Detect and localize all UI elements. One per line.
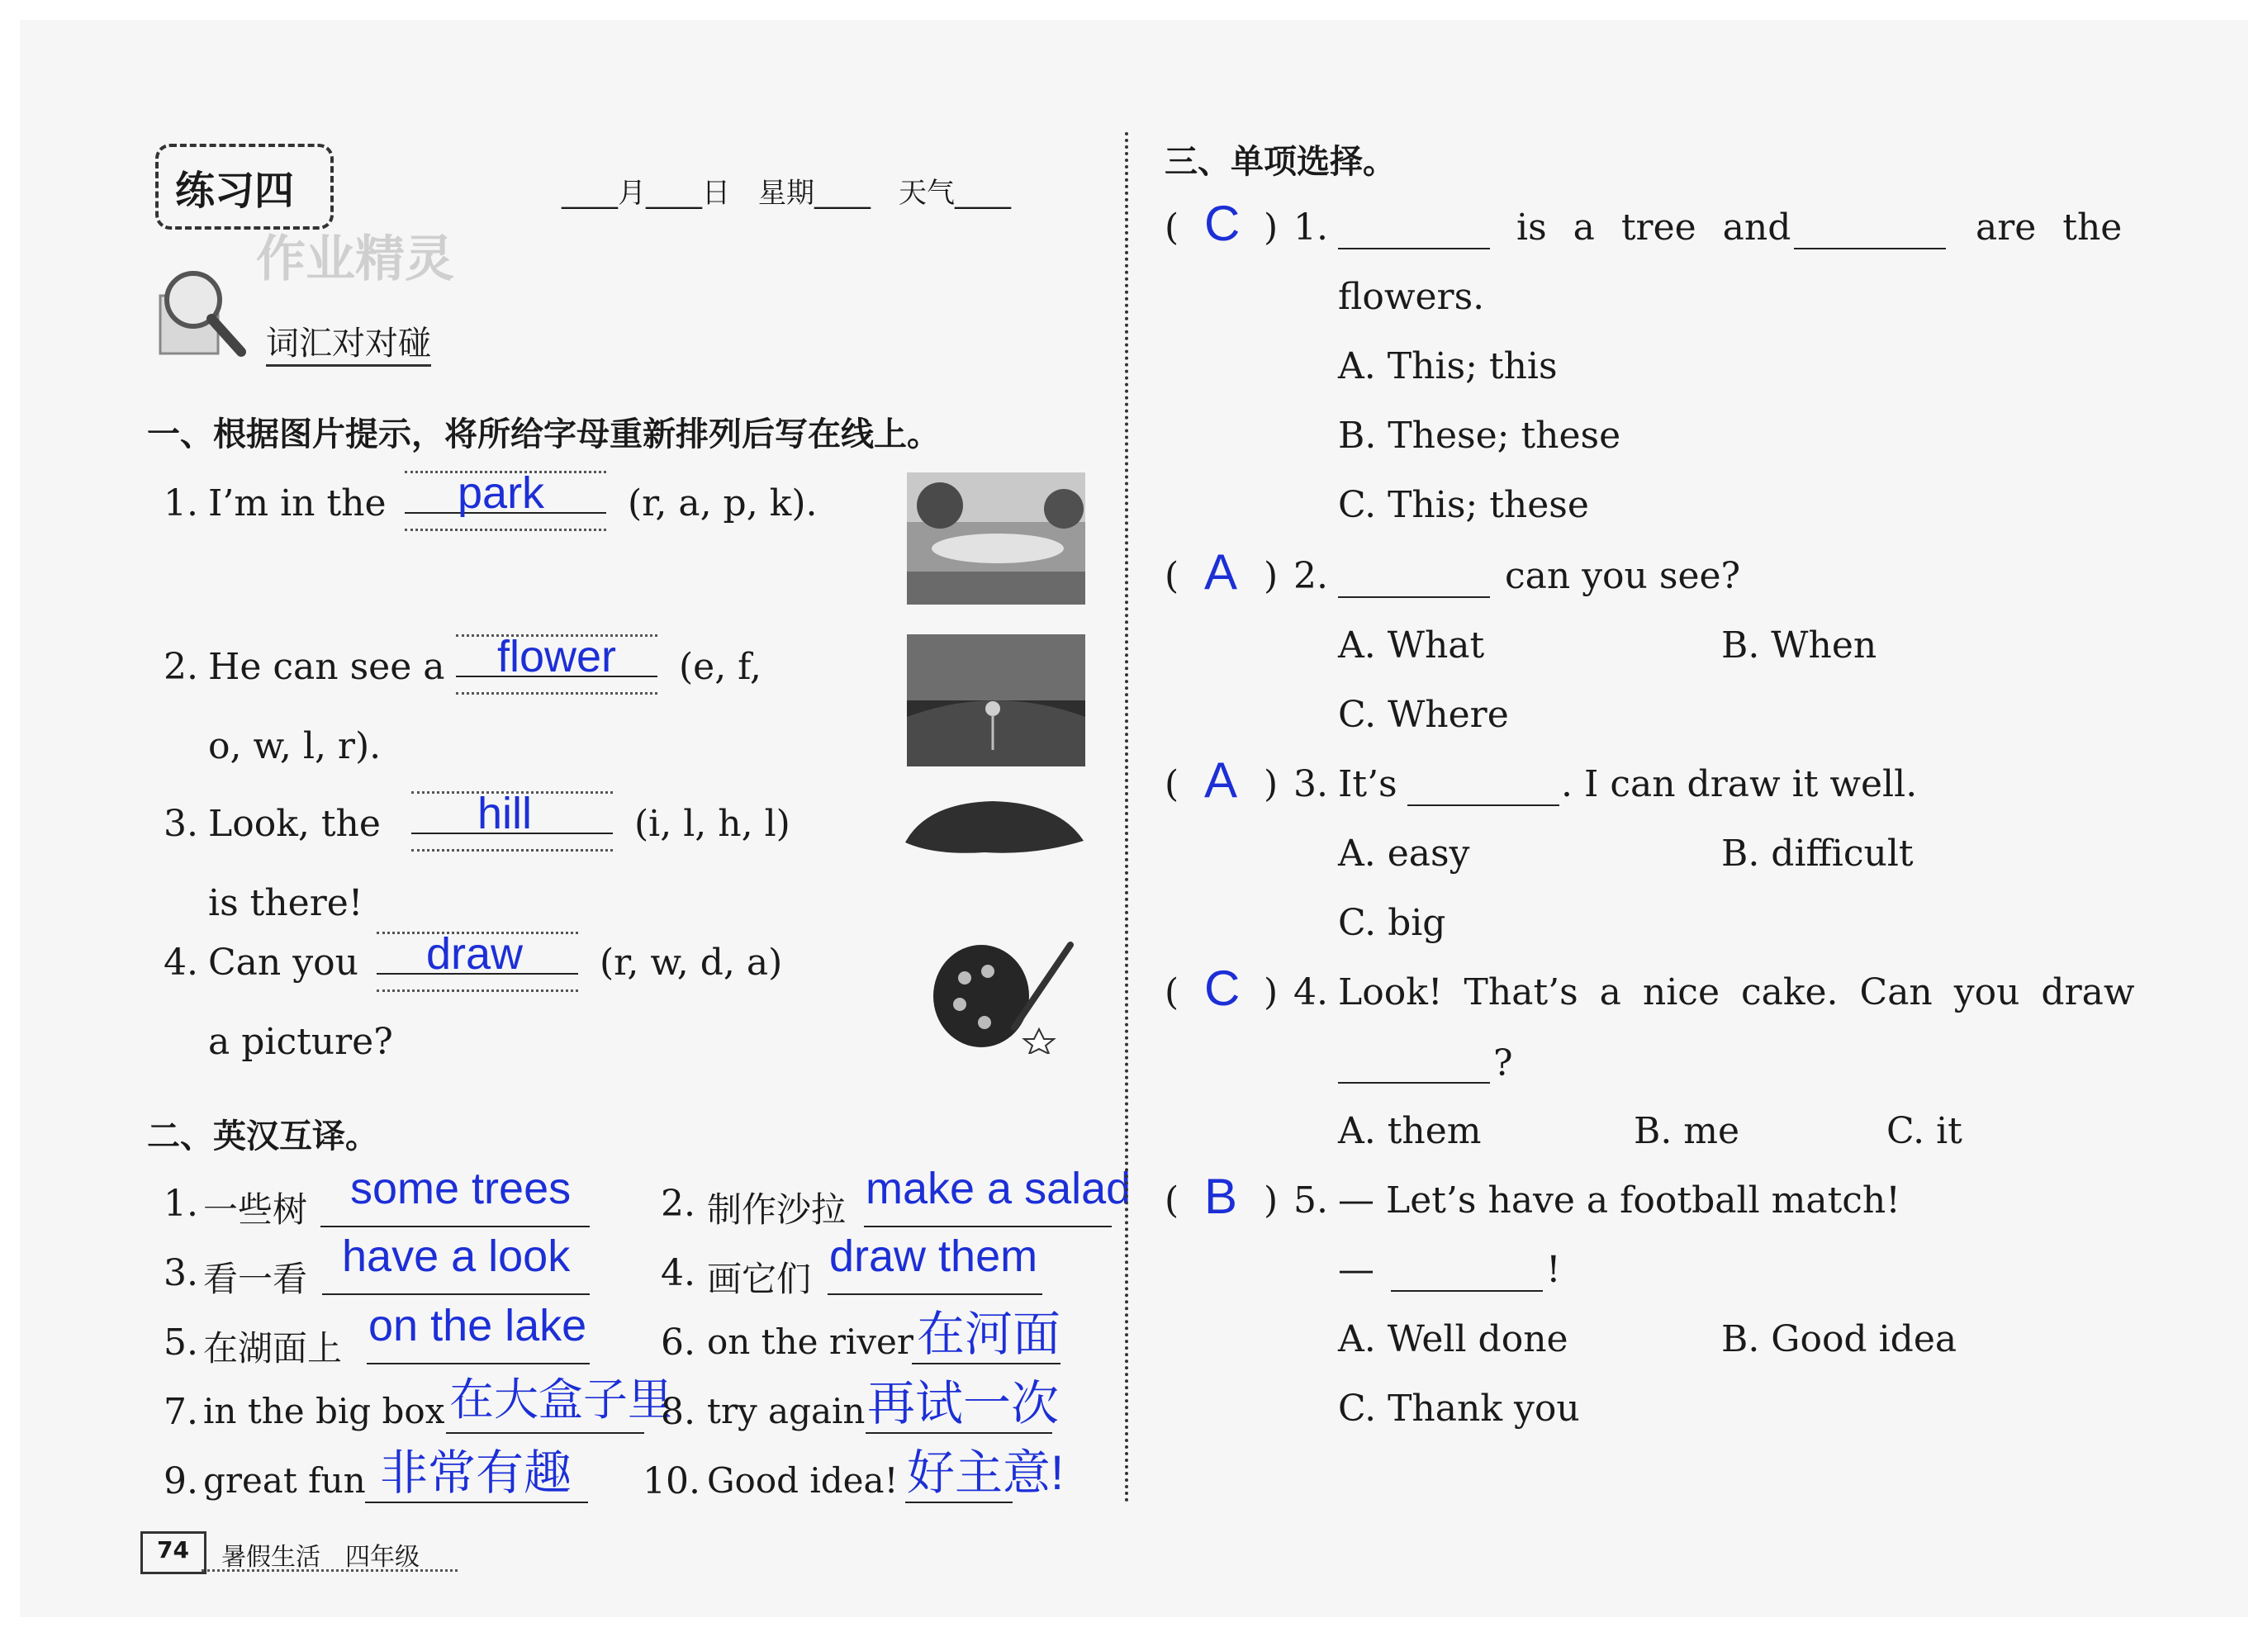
q4-paren-open: ( [1165, 971, 1179, 1013]
s1-item4-answer[interactable]: draw [426, 929, 524, 979]
s1-item3-num: 3. [164, 803, 198, 845]
watermark: 作业精灵 [256, 230, 454, 288]
column-divider [1125, 132, 1128, 1503]
s1-item3-cont: is there! [208, 882, 363, 924]
s2-item3-prompt: 看一看 [203, 1259, 308, 1299]
q1-choice[interactable]: C [1204, 196, 1241, 251]
s1-item2-letters: (e, f, [679, 646, 762, 688]
s2-item9-answer[interactable]: 非常有趣 [380, 1446, 572, 1500]
s2-item8-num: 8. [661, 1391, 695, 1433]
s1-item1-letters: (r, a, p, k). [628, 482, 818, 524]
s2-item2-line [864, 1226, 1112, 1227]
q2-option-b[interactable]: B. When [1721, 624, 1877, 667]
s1-item3-letters: (i, l, h, l) [634, 803, 790, 845]
section1-title: 一、根据图片提示，将所给字母重新排列后写在线上。 [147, 415, 940, 453]
s2-item5-prompt: 在湖面上 [203, 1328, 343, 1369]
section-banner: 词汇对对碰 [266, 317, 431, 367]
q5-reply-end: ! [1546, 1249, 1561, 1291]
s2-item2-prompt: 制作沙拉 [707, 1189, 847, 1230]
s2-item9-num: 9. [164, 1460, 198, 1502]
q5-choice[interactable]: B [1204, 1169, 1238, 1224]
q4-stem2: ? [1493, 1042, 1513, 1084]
s2-item10-num: 10. [643, 1460, 700, 1502]
s2-item6-num: 6. [661, 1321, 695, 1364]
s1-item4-guide-bottom [377, 989, 578, 992]
s1-item1-text: I’m in the [208, 482, 387, 524]
magnifier-icon [152, 263, 251, 362]
q1-blank2 [1794, 248, 1946, 249]
park-image [907, 472, 1085, 605]
s2-item6-answer[interactable]: 在河面 [917, 1307, 1061, 1361]
q1-paren-close: ) [1264, 206, 1279, 249]
q3-blank [1407, 804, 1559, 806]
s2-item10-answer[interactable]: 好主意! [907, 1446, 1065, 1500]
s2-item5-answer[interactable]: on the lake [368, 1301, 587, 1350]
q4-blank [1338, 1082, 1490, 1084]
s2-item4-num: 4. [661, 1252, 695, 1294]
s1-item3-answer[interactable]: hill [477, 789, 533, 838]
s2-item3-num: 3. [164, 1252, 198, 1294]
q4-choice[interactable]: C [1204, 961, 1241, 1016]
q4-option-b[interactable]: B. me [1634, 1110, 1740, 1152]
q4-paren-close: ) [1264, 971, 1279, 1013]
q1-text-mid: is a tree and [1516, 206, 1791, 249]
s1-item2-cont: o, w, l, r). [208, 725, 382, 767]
s1-item1-answer[interactable]: park [458, 468, 545, 518]
date-weather-line: ____月____日 星期____ 天气____ [562, 177, 1011, 210]
s1-item4-num: 4. [164, 942, 198, 984]
q1-blank1 [1338, 248, 1490, 249]
s2-item3-answer[interactable]: have a look [342, 1231, 571, 1281]
q5-option-a[interactable]: A. Well done [1338, 1318, 1568, 1360]
q4-option-a[interactable]: A. them [1338, 1110, 1482, 1152]
s2-item7-prompt: in the big box [203, 1391, 445, 1431]
s2-item1-line [320, 1226, 590, 1227]
q2-option-c[interactable]: C. Where [1338, 694, 1509, 736]
q5-reply-dash: — [1338, 1249, 1374, 1291]
s1-item2-num: 2. [164, 646, 198, 688]
s2-item7-num: 7. [164, 1391, 198, 1433]
s1-item3-guide-bottom [411, 849, 613, 852]
q1-option-b[interactable]: B. These; these [1338, 415, 1621, 457]
s2-item4-answer[interactable]: draw them [829, 1231, 1038, 1281]
section2-title: 二、英汉互译。 [147, 1117, 378, 1155]
s1-item4-cont: a picture? [208, 1021, 393, 1063]
s2-item8-prompt: try again [707, 1391, 866, 1431]
q3-paren-open: ( [1165, 763, 1179, 805]
q3-num: 3. [1293, 763, 1328, 805]
q3-stem-b: . I can draw it well. [1561, 763, 1918, 805]
s2-item8-answer[interactable]: 再试一次 [867, 1377, 1060, 1431]
q3-option-a[interactable]: A. easy [1338, 833, 1470, 875]
s1-item2-guide-bottom [456, 692, 657, 695]
q4-num: 4. [1293, 971, 1328, 1013]
s2-item3-line [322, 1293, 590, 1295]
flower-image [907, 634, 1085, 766]
q2-num: 2. [1293, 555, 1328, 597]
q2-stem: can you see? [1505, 555, 1741, 597]
s1-item4-text: Can you [208, 942, 358, 984]
book-title: 暑假生活 四年级 [221, 1543, 420, 1572]
q2-choice[interactable]: A [1204, 544, 1238, 600]
q1-option-c[interactable]: C. This; these [1338, 484, 1589, 526]
q1-text-line2: flowers. [1338, 276, 1485, 318]
s1-item1-num: 1. [164, 482, 198, 524]
q3-option-b[interactable]: B. difficult [1721, 833, 1914, 875]
q5-paren-open: ( [1165, 1179, 1179, 1222]
s1-item2-text: He can see a [208, 646, 445, 688]
q3-paren-close: ) [1264, 763, 1279, 805]
q1-option-a[interactable]: A. This; this [1338, 345, 1558, 387]
s2-item4-prompt: 画它们 [707, 1259, 812, 1299]
q3-choice[interactable]: A [1204, 752, 1238, 808]
q1-text-end: are the [1976, 206, 2123, 249]
s2-item7-answer[interactable]: 在大盒子里 [449, 1375, 672, 1425]
q2-paren-close: ) [1264, 555, 1279, 597]
s2-item10-prompt: Good idea! [707, 1460, 899, 1501]
q4-stem: Look! That’s a nice cake. Can you draw [1338, 971, 2135, 1013]
s2-item9-prompt: great fun [203, 1460, 366, 1501]
q5-blank [1391, 1290, 1543, 1292]
q5-paren-close: ) [1264, 1179, 1279, 1222]
s1-item4-letters: (r, w, d, a) [600, 942, 783, 984]
s2-item6-prompt: on the river [707, 1321, 913, 1362]
s1-item1-guide-bottom [405, 529, 606, 531]
q5-option-b[interactable]: B. Good idea [1721, 1318, 1957, 1360]
q2-paren-open: ( [1165, 555, 1179, 597]
palette-image [923, 930, 1089, 1054]
q5-num: 5. [1293, 1179, 1328, 1222]
hill-image [902, 793, 1087, 859]
q5-option-c[interactable]: C. Thank you [1338, 1388, 1580, 1430]
q1-paren-open: ( [1165, 206, 1179, 249]
s2-item1-num: 1. [164, 1183, 198, 1225]
s1-item3-text: Look, the [208, 803, 381, 845]
s1-item2-answer[interactable]: flower [497, 632, 617, 681]
q1-num: 1. [1293, 206, 1328, 249]
s2-item1-prompt: 一些树 [203, 1189, 308, 1230]
q2-blank [1338, 596, 1490, 598]
page-number: 74 [157, 1536, 189, 1563]
q5-stem: — Let’s have a football match! [1338, 1179, 1900, 1222]
footer-dotted-line [202, 1569, 458, 1572]
s2-item1-answer[interactable]: some trees [350, 1164, 572, 1213]
exercise-title: 练习四 [175, 168, 295, 214]
s2-item2-num: 2. [661, 1183, 695, 1225]
s2-item5-num: 5. [164, 1321, 198, 1364]
section3-title: 三、单项选择。 [1165, 143, 1396, 181]
s2-item2-answer[interactable]: make a salad [866, 1164, 1132, 1213]
q3-option-c[interactable]: C. big [1338, 902, 1446, 944]
q4-option-c[interactable]: C. it [1886, 1110, 1962, 1152]
q2-option-a[interactable]: A. What [1338, 624, 1485, 667]
q3-stem-a: It’s [1338, 763, 1397, 805]
